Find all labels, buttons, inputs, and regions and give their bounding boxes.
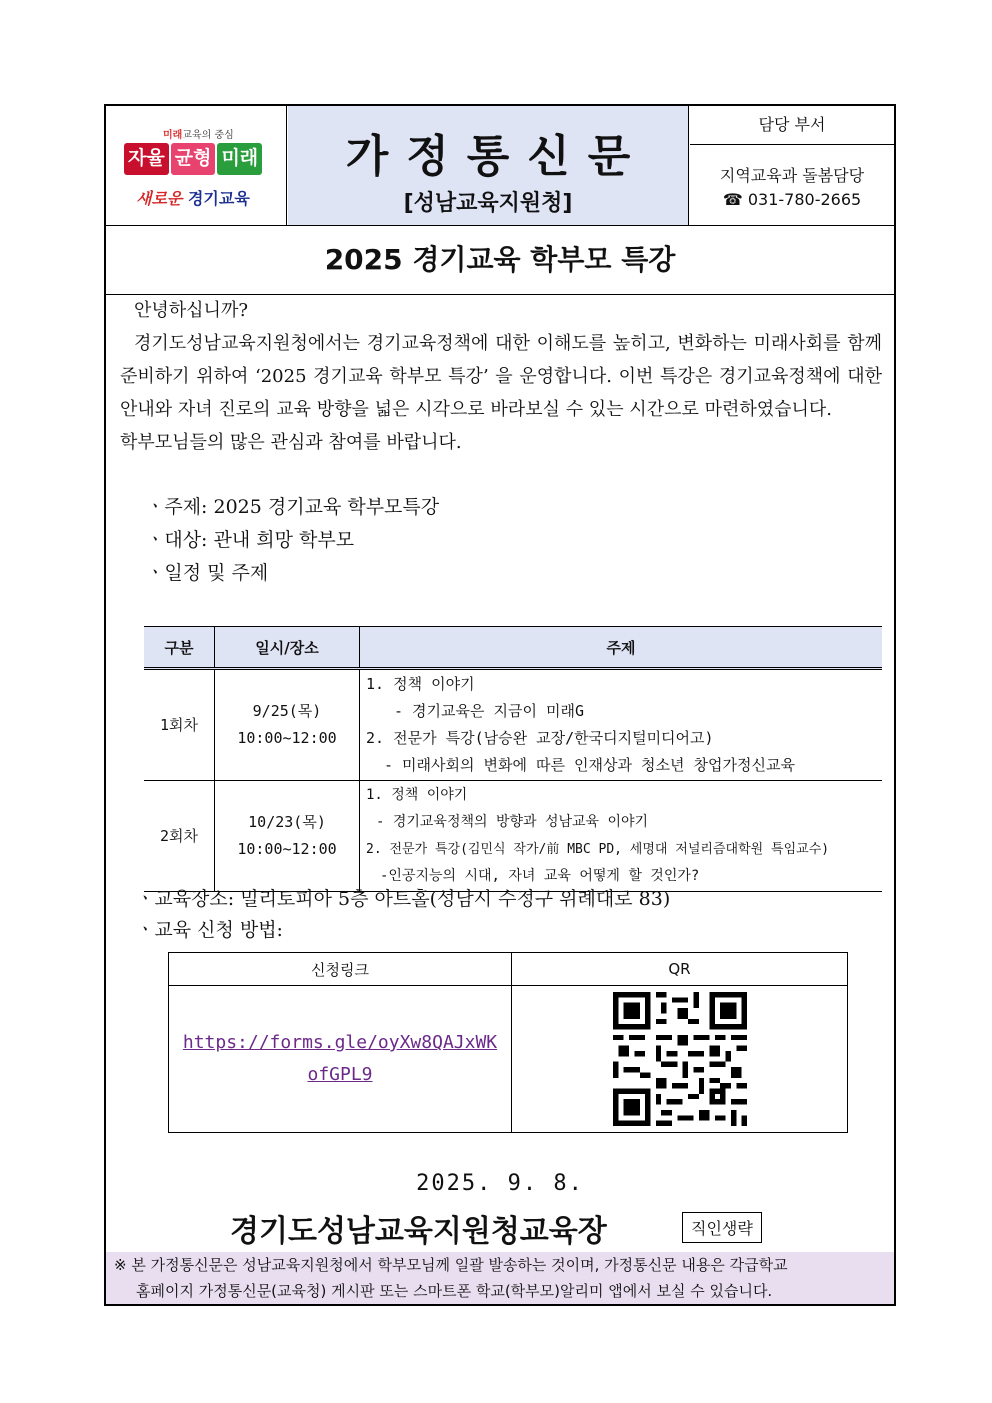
topic-cell: 1. 정책 이야기 - 경기교육정책의 방향과 성남교육 이야기 2. 전문가 특강(김민식 작가/前 MBC PD, 세명대 저널리즘대학원 특임교수) -인공지능의 시대, 자녀 교육 어떻게 할 것인가? (360, 781, 883, 892)
bullet-schedule: ㆍ일정 및 주제 (146, 562, 269, 584)
datetime-cell: 10/23(목) 10:00~12:00 (215, 781, 360, 892)
page-title: 가정통신문 (345, 131, 649, 182)
bullets-location (120, 884, 670, 946)
topic-cell: 1. 정책 이야기 - 경기교육은 지금이 미래G 2. 전문가 특강(남승완 교장/한국디지털미디어고) - 미래사회의 변화에 따른 인재상과 청소년 창업가정신교육 (360, 669, 883, 781)
title-box (288, 106, 689, 225)
closing-paragraph: 학부모님들의 많은 관심과 참여를 바랍니다. (120, 432, 462, 453)
col-topic: 주제 (360, 627, 883, 669)
logo (106, 106, 287, 225)
issue-date: 2025. 9. 8. (416, 1171, 584, 1196)
footer-notice: ※ 본 가정통신문은 성남교육지원청에서 학부모님께 일괄 발송하는 것이며, 가정통신문 내용은 각급학교 홈페이지 가정통신문(교육청) 게시판 또는 스마트폰 학교(학부모)알리미 앱에서 보실 수 있습니다. (106, 1252, 894, 1304)
bullet-location: ㆍ교육장소: 밀리토피아 5층 아트홀(성남시 수정구 위례대로 83) (136, 888, 671, 910)
logo-word-1: 자율 (124, 143, 169, 175)
session-cell: 2회차 (144, 781, 215, 892)
logo-word-2: 균형 (171, 143, 216, 175)
bullet-target: ㆍ대상: 관내 희망 학부모 (146, 529, 355, 551)
col-session: 구분 (144, 627, 215, 669)
datetime-cell: 9/25(목) 10:00~12:00 (215, 669, 360, 781)
logo-slogan: 새로운 경기교육 (136, 189, 250, 208)
schedule-table (144, 626, 882, 892)
bullet-topic: ㆍ주제: 2025 경기교육 학부모특강 (146, 496, 440, 518)
page-subtitle: [성남교육지원청] (403, 191, 573, 216)
reg-link-cell (169, 986, 512, 1133)
logo-tagline: 미래교육의 중심 (163, 130, 234, 141)
reg-col-qr: QR (512, 953, 848, 986)
department-heading: 담당 부서 (690, 106, 894, 145)
qr-code-icon[interactable] (613, 992, 747, 1126)
registration-link[interactable]: https://forms.gle/oyXw8QAJxWK ofGPL9 (182, 1032, 498, 1085)
logo-words (124, 143, 264, 175)
col-datetime: 일시/장소 (215, 627, 360, 669)
logo-word-3: 미래 (217, 143, 262, 175)
phone-icon: ☎ (722, 190, 743, 209)
reg-col-link: 신청링크 (169, 953, 512, 986)
table-row (144, 781, 882, 892)
table-row (144, 669, 882, 781)
notice-document (104, 104, 896, 1306)
department-name: 지역교육과 돌봄담당 (719, 166, 865, 185)
seal-omitted-stamp: 직인생략 (682, 1212, 762, 1243)
intro-paragraph: 경기도성남교육지원청에서는 경기교육정책에 대한 이해도를 높히고, 변화하는 미래사회를 함께 준비하기 위하여 ‘2025 경기교육 학부모 특강’ 을 운영합니다. 이번 특강은 경기교육정책에 대한 안내와 자녀 진로의 교육 방향을 넓은 시각으로 바라보실 수 있는 시간으로 마련하였습니다. (120, 333, 882, 420)
event-title: 2025 경기교육 학부모 특강 (106, 226, 894, 295)
registration-table (168, 952, 848, 1133)
reg-qr-cell (512, 986, 848, 1133)
header (106, 106, 894, 226)
department-phone: ☎ 031-780-2665 (722, 190, 862, 209)
session-cell: 1회차 (144, 669, 215, 781)
signature: 경기도성남교육지원청교육장 (230, 1214, 607, 1249)
greeting: 안녕하십니까? (134, 300, 248, 321)
body-text (120, 294, 882, 590)
bullet-apply: ㆍ교육 신청 방법: (136, 919, 283, 941)
department-box (690, 106, 894, 225)
schedule-header-row (144, 627, 882, 669)
